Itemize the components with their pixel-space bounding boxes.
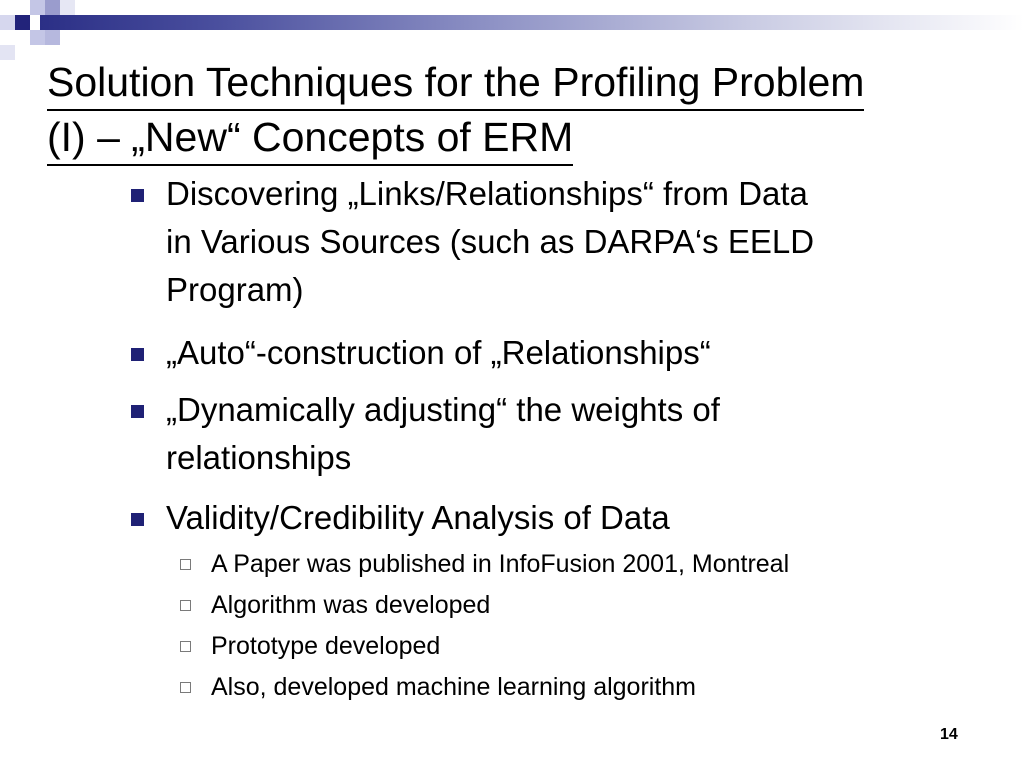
slide-title-line-1: Solution Techniques for the Profiling Problem xyxy=(47,57,864,111)
bullet-text-line: „Auto“-construction of „Relationships“ xyxy=(166,334,711,371)
bullet-square-icon xyxy=(131,405,144,418)
bullet-text-line: relationships xyxy=(166,439,352,476)
sub-bullet-item: A Paper was published in InfoFusion 2001, Montreal xyxy=(211,550,790,578)
sub-bullet-hollow-square-icon xyxy=(180,559,191,570)
bullet-square-icon xyxy=(131,189,144,202)
sub-bullet-item: Prototype developed xyxy=(211,632,441,660)
decor-square xyxy=(45,0,60,15)
bullet-square-icon xyxy=(131,348,144,361)
bullet-text-line: Validity/Credibility Analysis of Data xyxy=(166,499,670,536)
sub-bullet-hollow-square-icon xyxy=(180,641,191,652)
bullet-square-icon xyxy=(131,513,144,526)
slide-title-line-2: (I) – „New“ Concepts of ERM xyxy=(47,112,573,166)
decor-square xyxy=(15,15,30,30)
bullet-item xyxy=(166,329,966,377)
bullet-item xyxy=(166,494,966,542)
sub-bullet-hollow-square-icon xyxy=(180,600,191,611)
page-number: 14 xyxy=(940,726,958,743)
bullet-text-line: in Various Sources (such as DARPA‘s EELD xyxy=(166,223,815,260)
decor-square xyxy=(30,30,45,45)
decor-square xyxy=(0,45,15,60)
bullet-item xyxy=(166,386,966,482)
decor-square xyxy=(60,0,75,15)
sub-bullet-item: Also, developed machine learning algorithm xyxy=(211,673,697,701)
sub-bullet-hollow-square-icon xyxy=(180,682,191,693)
decor-square xyxy=(30,0,45,15)
bullet-item xyxy=(166,170,966,314)
header-gradient-band xyxy=(40,15,1024,30)
bullet-text-line: Program) xyxy=(166,271,304,308)
bullet-text-line: „Dynamically adjusting“ the weights of xyxy=(166,391,720,428)
sub-bullet-item: Algorithm was developed xyxy=(211,591,491,619)
decor-square xyxy=(15,30,30,45)
bullet-text-line: Discovering „Links/Relationships“ from Data xyxy=(166,175,808,212)
decor-square xyxy=(0,15,15,30)
decor-square xyxy=(45,30,60,45)
slide-title xyxy=(47,56,864,166)
